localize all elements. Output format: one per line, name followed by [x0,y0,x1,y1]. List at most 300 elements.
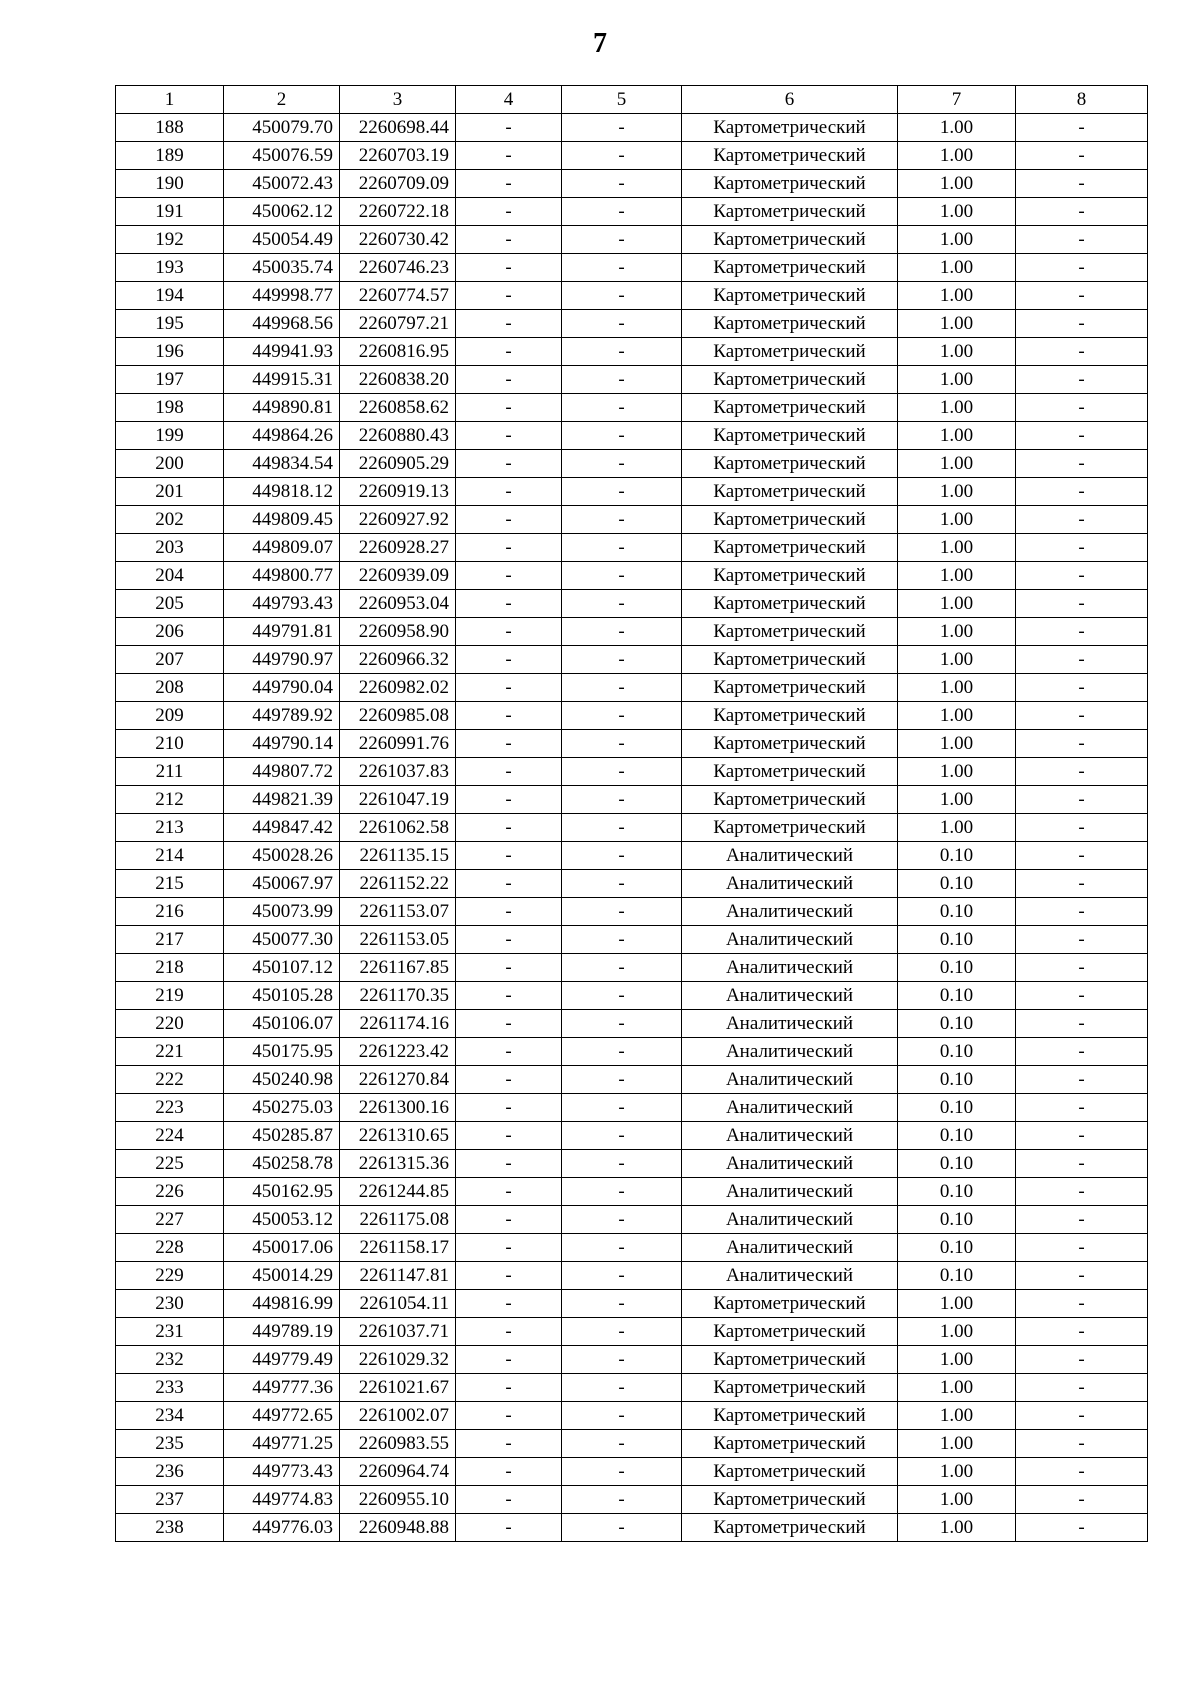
y-coordinate-cell: 2260816.95 [340,338,456,366]
accuracy-cell: 0.10 [898,1150,1016,1178]
method-cell: Картометрический [682,646,898,674]
column-4-cell: - [456,506,562,534]
x-coordinate-cell: 449772.65 [224,1402,340,1430]
accuracy-cell: 1.00 [898,1514,1016,1542]
y-coordinate-cell: 2261300.16 [340,1094,456,1122]
column-5-cell: - [562,618,682,646]
method-cell: Картометрический [682,1318,898,1346]
accuracy-cell: 0.10 [898,870,1016,898]
x-coordinate-cell: 450106.07 [224,1010,340,1038]
point-number-cell: 233 [116,1374,224,1402]
table-header-row [116,86,1148,114]
x-coordinate-cell: 449790.04 [224,674,340,702]
column-8-cell: - [1016,394,1148,422]
accuracy-cell: 1.00 [898,366,1016,394]
table-row [116,506,1148,534]
column-4-cell: - [456,1122,562,1150]
column-5-cell: - [562,450,682,478]
accuracy-cell: 1.00 [898,142,1016,170]
table-row [116,1094,1148,1122]
x-coordinate-cell: 449821.39 [224,786,340,814]
column-4-cell: - [456,898,562,926]
point-number-cell: 230 [116,1290,224,1318]
point-number-cell: 218 [116,954,224,982]
point-number-cell: 190 [116,170,224,198]
accuracy-cell: 1.00 [898,198,1016,226]
point-number-cell: 227 [116,1206,224,1234]
point-number-cell: 234 [116,1402,224,1430]
table-row [116,1290,1148,1318]
x-coordinate-cell: 450175.95 [224,1038,340,1066]
method-cell: Картометрический [682,282,898,310]
column-5-cell: - [562,1402,682,1430]
y-coordinate-cell: 2261021.67 [340,1374,456,1402]
y-coordinate-cell: 2260939.09 [340,562,456,590]
x-coordinate-cell: 450035.74 [224,254,340,282]
column-4-cell: - [456,1430,562,1458]
accuracy-cell: 0.10 [898,954,1016,982]
point-number-cell: 207 [116,646,224,674]
column-5-cell: - [562,394,682,422]
column-header: 6 [682,86,898,114]
column-4-cell: - [456,1234,562,1262]
column-8-cell: - [1016,506,1148,534]
column-4-cell: - [456,618,562,646]
accuracy-cell: 1.00 [898,674,1016,702]
column-5-cell: - [562,1010,682,1038]
table-row [116,1010,1148,1038]
x-coordinate-cell: 449807.72 [224,758,340,786]
column-5-cell: - [562,1374,682,1402]
column-5-cell: - [562,1038,682,1066]
method-cell: Аналитический [682,870,898,898]
method-cell: Аналитический [682,842,898,870]
x-coordinate-cell: 449809.07 [224,534,340,562]
method-cell: Картометрический [682,730,898,758]
column-5-cell: - [562,1178,682,1206]
column-8-cell: - [1016,786,1148,814]
column-4-cell: - [456,1458,562,1486]
accuracy-cell: 1.00 [898,506,1016,534]
table-row [116,1178,1148,1206]
column-4-cell: - [456,562,562,590]
column-8-cell: - [1016,702,1148,730]
table-row [116,758,1148,786]
accuracy-cell: 1.00 [898,786,1016,814]
x-coordinate-cell: 449793.43 [224,590,340,618]
accuracy-cell: 0.10 [898,1122,1016,1150]
column-8-cell: - [1016,1290,1148,1318]
column-4-cell: - [456,226,562,254]
accuracy-cell: 1.00 [898,1318,1016,1346]
method-cell: Аналитический [682,1094,898,1122]
method-cell: Картометрический [682,702,898,730]
x-coordinate-cell: 449790.97 [224,646,340,674]
accuracy-cell: 0.10 [898,1010,1016,1038]
y-coordinate-cell: 2260703.19 [340,142,456,170]
column-8-cell: - [1016,282,1148,310]
point-number-cell: 193 [116,254,224,282]
y-coordinate-cell: 2261223.42 [340,1038,456,1066]
accuracy-cell: 1.00 [898,590,1016,618]
column-8-cell: - [1016,590,1148,618]
x-coordinate-cell: 450240.98 [224,1066,340,1094]
column-5-cell: - [562,198,682,226]
column-8-cell: - [1016,562,1148,590]
point-number-cell: 210 [116,730,224,758]
column-5-cell: - [562,114,682,142]
accuracy-cell: 0.10 [898,1206,1016,1234]
column-4-cell: - [456,954,562,982]
accuracy-cell: 1.00 [898,646,1016,674]
point-number-cell: 188 [116,114,224,142]
column-5-cell: - [562,590,682,618]
column-5-cell: - [562,1318,682,1346]
table-row [116,450,1148,478]
x-coordinate-cell: 450258.78 [224,1150,340,1178]
method-cell: Картометрический [682,1374,898,1402]
x-coordinate-cell: 450285.87 [224,1122,340,1150]
method-cell: Аналитический [682,1234,898,1262]
column-5-cell: - [562,646,682,674]
column-8-cell: - [1016,758,1148,786]
column-8-cell: - [1016,1262,1148,1290]
column-8-cell: - [1016,310,1148,338]
accuracy-cell: 1.00 [898,254,1016,282]
column-8-cell: - [1016,1486,1148,1514]
method-cell: Аналитический [682,1262,898,1290]
x-coordinate-cell: 449847.42 [224,814,340,842]
table-row [116,870,1148,898]
column-8-cell: - [1016,198,1148,226]
column-8-cell: - [1016,1122,1148,1150]
column-4-cell: - [456,282,562,310]
point-number-cell: 214 [116,842,224,870]
accuracy-cell: 0.10 [898,1262,1016,1290]
table-row [116,1038,1148,1066]
y-coordinate-cell: 2261315.36 [340,1150,456,1178]
accuracy-cell: 0.10 [898,1178,1016,1206]
table-row [116,1458,1148,1486]
column-8-cell: - [1016,1010,1148,1038]
point-number-cell: 189 [116,142,224,170]
column-8-cell: - [1016,1514,1148,1542]
column-header: 3 [340,86,456,114]
column-4-cell: - [456,926,562,954]
accuracy-cell: 1.00 [898,534,1016,562]
point-number-cell: 219 [116,982,224,1010]
method-cell: Картометрический [682,1346,898,1374]
column-5-cell: - [562,338,682,366]
x-coordinate-cell: 450107.12 [224,954,340,982]
method-cell: Аналитический [682,926,898,954]
column-5-cell: - [562,310,682,338]
column-header: 1 [116,86,224,114]
y-coordinate-cell: 2261270.84 [340,1066,456,1094]
point-number-cell: 232 [116,1346,224,1374]
table-row [116,142,1148,170]
point-number-cell: 212 [116,786,224,814]
column-4-cell: - [456,982,562,1010]
column-4-cell: - [456,814,562,842]
table-row [116,1514,1148,1542]
accuracy-cell: 1.00 [898,814,1016,842]
x-coordinate-cell: 450073.99 [224,898,340,926]
column-8-cell: - [1016,142,1148,170]
point-number-cell: 196 [116,338,224,366]
x-coordinate-cell: 450275.03 [224,1094,340,1122]
method-cell: Аналитический [682,954,898,982]
column-8-cell: - [1016,1234,1148,1262]
method-cell: Картометрический [682,226,898,254]
column-5-cell: - [562,170,682,198]
column-8-cell: - [1016,534,1148,562]
x-coordinate-cell: 449809.45 [224,506,340,534]
method-cell: Картометрический [682,674,898,702]
coordinates-table [115,85,1148,1542]
y-coordinate-cell: 2260797.21 [340,310,456,338]
point-number-cell: 217 [116,926,224,954]
column-5-cell: - [562,1066,682,1094]
column-8-cell: - [1016,1346,1148,1374]
column-5-cell: - [562,870,682,898]
column-8-cell: - [1016,982,1148,1010]
table-row [116,618,1148,646]
table-row [116,338,1148,366]
column-4-cell: - [456,1262,562,1290]
column-8-cell: - [1016,1094,1148,1122]
column-8-cell: - [1016,842,1148,870]
x-coordinate-cell: 450014.29 [224,1262,340,1290]
method-cell: Картометрический [682,338,898,366]
column-8-cell: - [1016,114,1148,142]
accuracy-cell: 1.00 [898,702,1016,730]
point-number-cell: 225 [116,1150,224,1178]
point-number-cell: 215 [116,870,224,898]
method-cell: Аналитический [682,898,898,926]
column-5-cell: - [562,786,682,814]
y-coordinate-cell: 2260985.08 [340,702,456,730]
method-cell: Картометрический [682,1514,898,1542]
column-5-cell: - [562,1514,682,1542]
x-coordinate-cell: 449915.31 [224,366,340,394]
y-coordinate-cell: 2260958.90 [340,618,456,646]
y-coordinate-cell: 2260966.32 [340,646,456,674]
point-number-cell: 236 [116,1458,224,1486]
y-coordinate-cell: 2261153.05 [340,926,456,954]
point-number-cell: 191 [116,198,224,226]
x-coordinate-cell: 449776.03 [224,1514,340,1542]
point-number-cell: 222 [116,1066,224,1094]
method-cell: Картометрический [682,478,898,506]
table-row [116,926,1148,954]
column-8-cell: - [1016,1206,1148,1234]
table-row [116,254,1148,282]
column-8-cell: - [1016,954,1148,982]
x-coordinate-cell: 449777.36 [224,1374,340,1402]
x-coordinate-cell: 449791.81 [224,618,340,646]
point-number-cell: 226 [116,1178,224,1206]
y-coordinate-cell: 2260730.42 [340,226,456,254]
y-coordinate-cell: 2261037.71 [340,1318,456,1346]
y-coordinate-cell: 2260955.10 [340,1486,456,1514]
column-8-cell: - [1016,870,1148,898]
y-coordinate-cell: 2261152.22 [340,870,456,898]
column-4-cell: - [456,198,562,226]
accuracy-cell: 0.10 [898,842,1016,870]
accuracy-cell: 1.00 [898,310,1016,338]
point-number-cell: 200 [116,450,224,478]
method-cell: Картометрический [682,422,898,450]
y-coordinate-cell: 2261158.17 [340,1234,456,1262]
column-4-cell: - [456,1150,562,1178]
point-number-cell: 224 [116,1122,224,1150]
column-8-cell: - [1016,730,1148,758]
accuracy-cell: 1.00 [898,730,1016,758]
column-8-cell: - [1016,366,1148,394]
column-header: 7 [898,86,1016,114]
column-8-cell: - [1016,926,1148,954]
column-8-cell: - [1016,1150,1148,1178]
column-5-cell: - [562,898,682,926]
column-4-cell: - [456,450,562,478]
method-cell: Картометрический [682,814,898,842]
table-row [116,422,1148,450]
y-coordinate-cell: 2260919.13 [340,478,456,506]
column-5-cell: - [562,1458,682,1486]
point-number-cell: 216 [116,898,224,926]
x-coordinate-cell: 449968.56 [224,310,340,338]
column-8-cell: - [1016,1402,1148,1430]
table-row [116,310,1148,338]
y-coordinate-cell: 2261054.11 [340,1290,456,1318]
x-coordinate-cell: 449773.43 [224,1458,340,1486]
point-number-cell: 211 [116,758,224,786]
column-4-cell: - [456,646,562,674]
table-row [116,1374,1148,1402]
x-coordinate-cell: 449789.19 [224,1318,340,1346]
column-5-cell: - [562,674,682,702]
x-coordinate-cell: 449998.77 [224,282,340,310]
column-8-cell: - [1016,1374,1148,1402]
accuracy-cell: 0.10 [898,1094,1016,1122]
column-5-cell: - [562,422,682,450]
column-5-cell: - [562,366,682,394]
table-row [116,1066,1148,1094]
point-number-cell: 229 [116,1262,224,1290]
column-5-cell: - [562,142,682,170]
y-coordinate-cell: 2260746.23 [340,254,456,282]
column-4-cell: - [456,1514,562,1542]
accuracy-cell: 1.00 [898,422,1016,450]
accuracy-cell: 1.00 [898,758,1016,786]
point-number-cell: 199 [116,422,224,450]
point-number-cell: 221 [116,1038,224,1066]
column-5-cell: - [562,1346,682,1374]
method-cell: Аналитический [682,1122,898,1150]
x-coordinate-cell: 450053.12 [224,1206,340,1234]
accuracy-cell: 1.00 [898,1290,1016,1318]
x-coordinate-cell: 449864.26 [224,422,340,450]
column-8-cell: - [1016,674,1148,702]
column-5-cell: - [562,1486,682,1514]
y-coordinate-cell: 2261047.19 [340,786,456,814]
method-cell: Картометрический [682,534,898,562]
y-coordinate-cell: 2260774.57 [340,282,456,310]
x-coordinate-cell: 449790.14 [224,730,340,758]
method-cell: Аналитический [682,982,898,1010]
column-5-cell: - [562,982,682,1010]
table-row [116,114,1148,142]
column-4-cell: - [456,730,562,758]
accuracy-cell: 1.00 [898,562,1016,590]
column-4-cell: - [456,1178,562,1206]
accuracy-cell: 1.00 [898,1374,1016,1402]
column-8-cell: - [1016,226,1148,254]
method-cell: Аналитический [682,1010,898,1038]
y-coordinate-cell: 2260983.55 [340,1430,456,1458]
column-8-cell: - [1016,1430,1148,1458]
x-coordinate-cell: 449890.81 [224,394,340,422]
column-5-cell: - [562,1262,682,1290]
point-number-cell: 237 [116,1486,224,1514]
point-number-cell: 197 [116,366,224,394]
table-row [116,646,1148,674]
method-cell: Аналитический [682,1038,898,1066]
y-coordinate-cell: 2260838.20 [340,366,456,394]
method-cell: Картометрический [682,198,898,226]
column-5-cell: - [562,1122,682,1150]
y-coordinate-cell: 2260927.92 [340,506,456,534]
table-row [116,702,1148,730]
method-cell: Картометрический [682,450,898,478]
column-8-cell: - [1016,1066,1148,1094]
column-8-cell: - [1016,1318,1148,1346]
method-cell: Картометрический [682,618,898,646]
y-coordinate-cell: 2260698.44 [340,114,456,142]
column-5-cell: - [562,506,682,534]
table-row [116,982,1148,1010]
point-number-cell: 208 [116,674,224,702]
x-coordinate-cell: 450072.43 [224,170,340,198]
column-header: 8 [1016,86,1148,114]
method-cell: Картометрический [682,1458,898,1486]
column-8-cell: - [1016,254,1148,282]
method-cell: Картометрический [682,114,898,142]
point-number-cell: 198 [116,394,224,422]
accuracy-cell: 1.00 [898,1430,1016,1458]
x-coordinate-cell: 450028.26 [224,842,340,870]
method-cell: Картометрический [682,758,898,786]
table-body [116,114,1148,1542]
column-8-cell: - [1016,1458,1148,1486]
point-number-cell: 192 [116,226,224,254]
accuracy-cell: 0.10 [898,1066,1016,1094]
column-5-cell: - [562,1206,682,1234]
column-5-cell: - [562,254,682,282]
column-4-cell: - [456,1094,562,1122]
column-8-cell: - [1016,646,1148,674]
y-coordinate-cell: 2260928.27 [340,534,456,562]
x-coordinate-cell: 450079.70 [224,114,340,142]
column-5-cell: - [562,926,682,954]
method-cell: Картометрический [682,1486,898,1514]
accuracy-cell: 1.00 [898,1346,1016,1374]
table-row [116,1318,1148,1346]
column-5-cell: - [562,1290,682,1318]
accuracy-cell: 1.00 [898,226,1016,254]
y-coordinate-cell: 2261170.35 [340,982,456,1010]
